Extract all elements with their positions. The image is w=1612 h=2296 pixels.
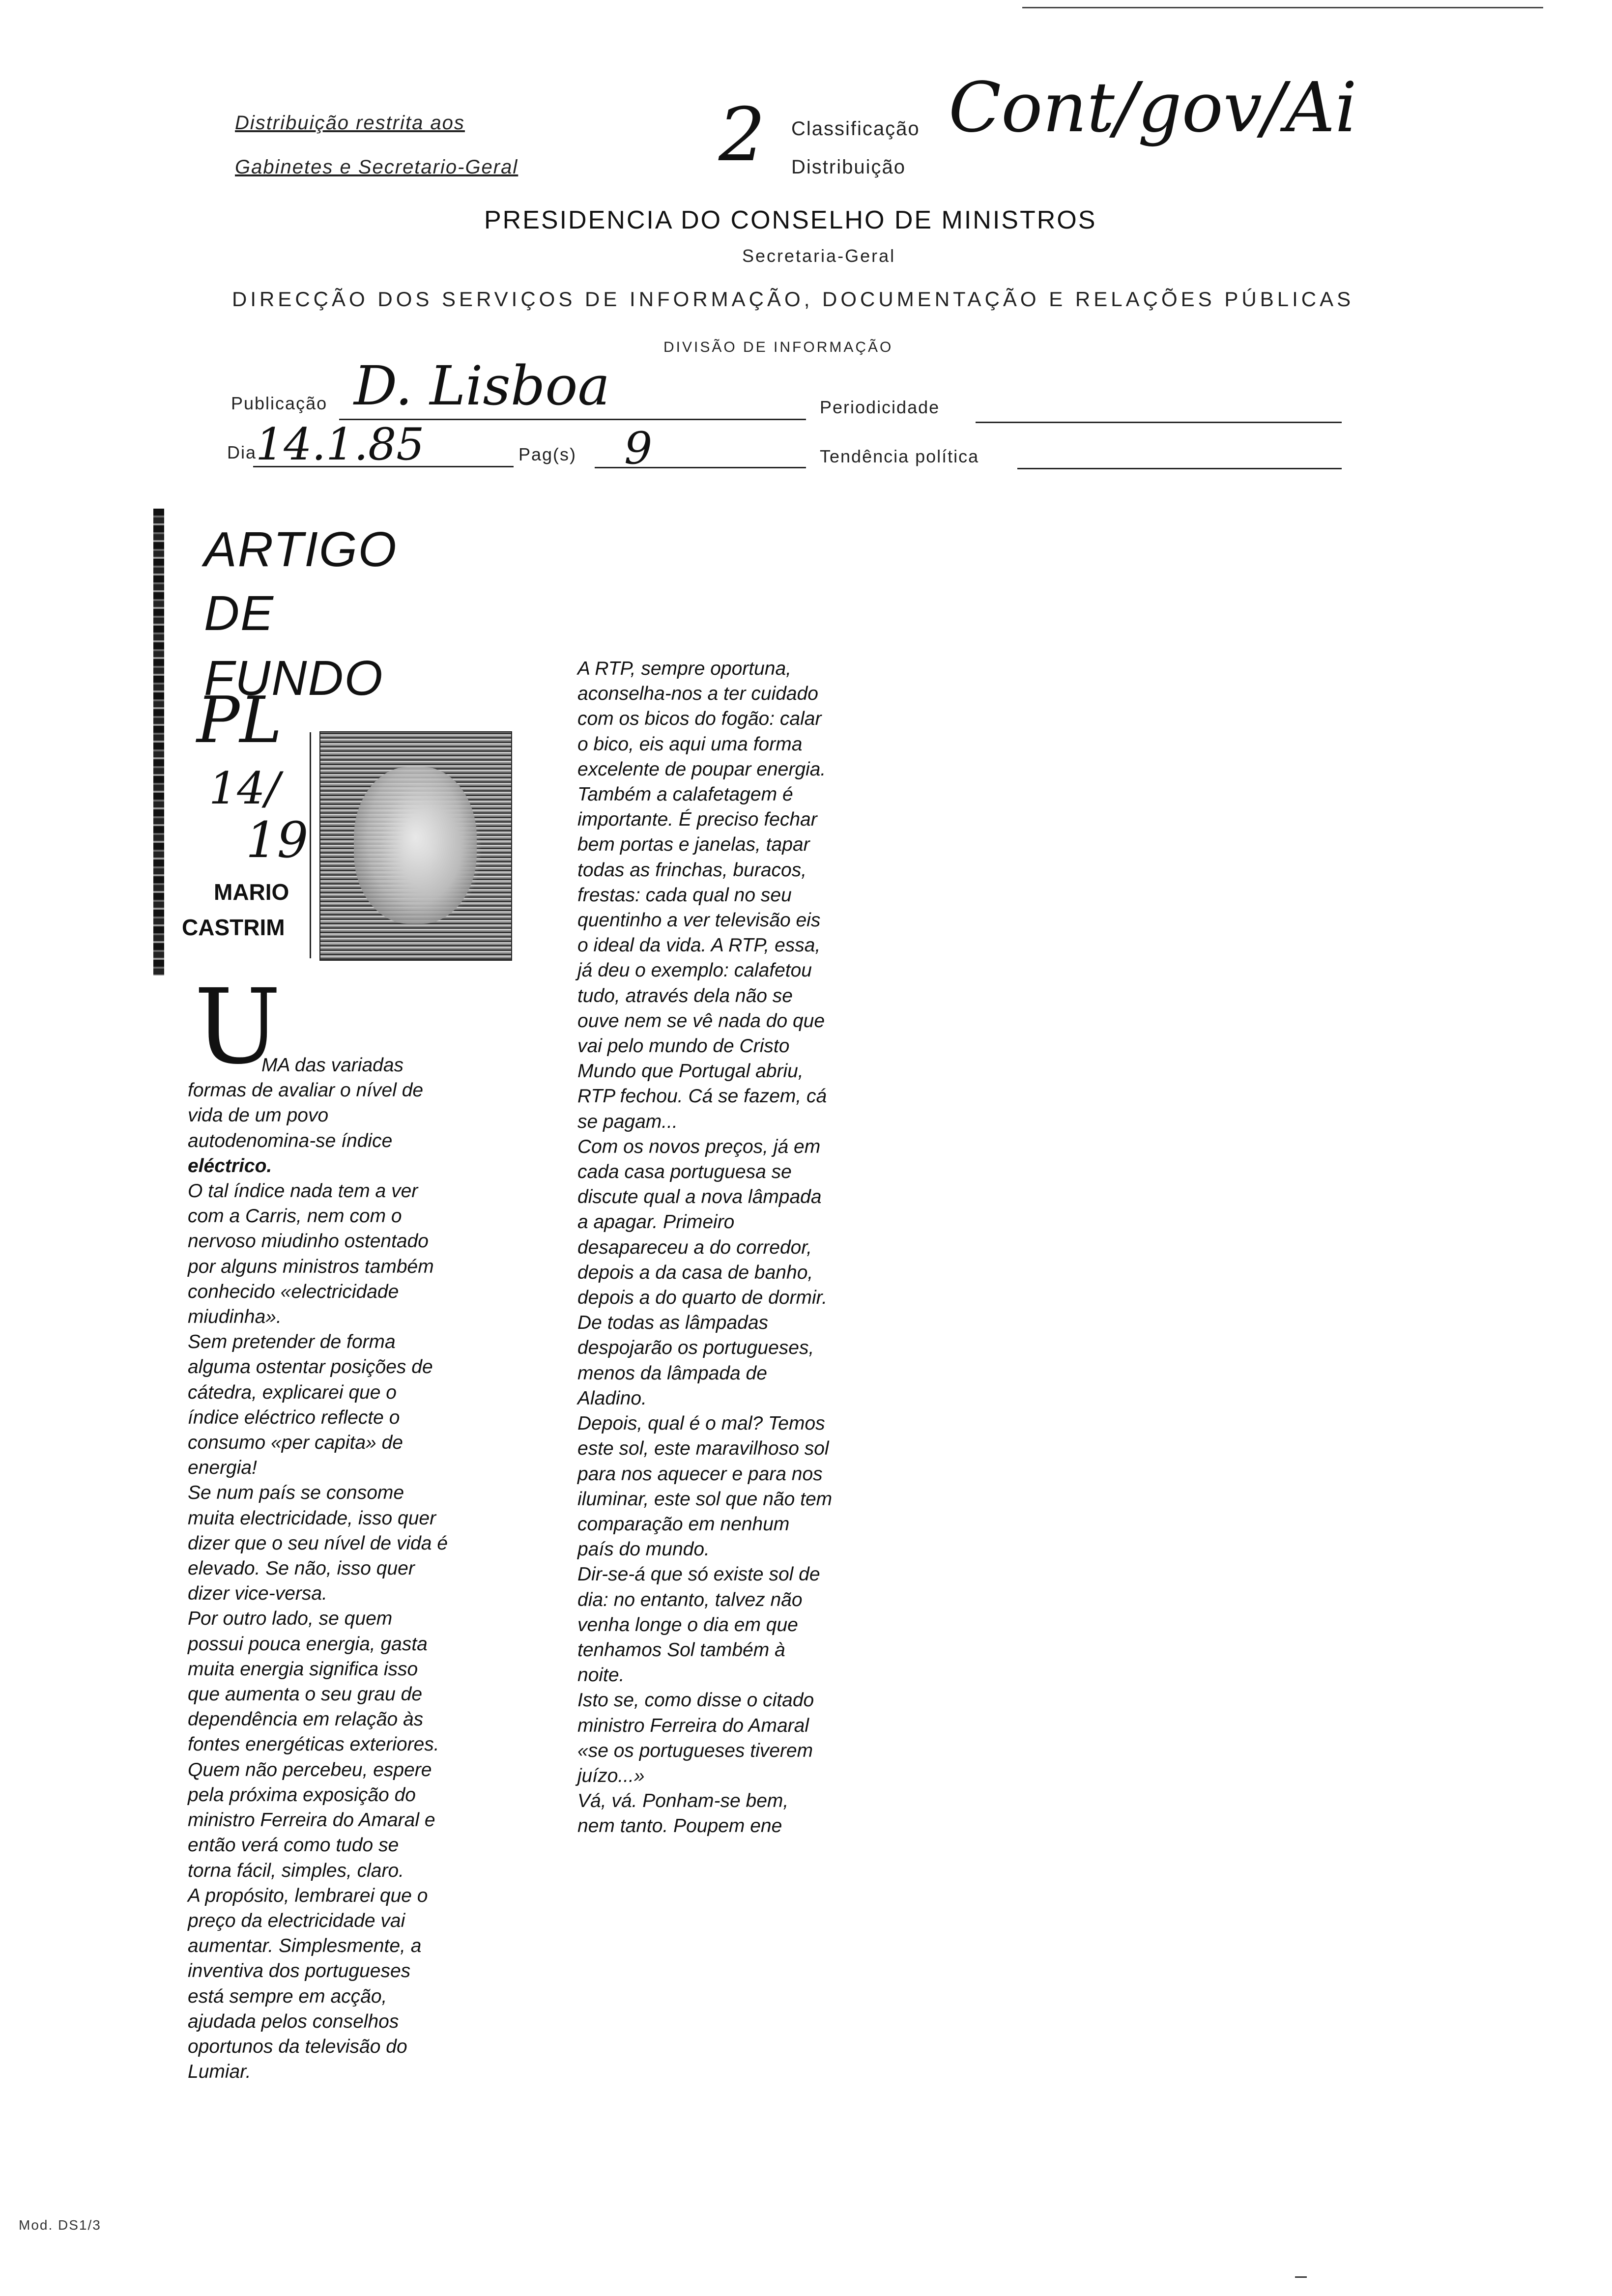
col1-line: O tal índice nada tem a ver — [188, 1180, 418, 1202]
col2-line: Isto se, como disse o citado — [577, 1690, 814, 1711]
col2-line: Também a calafetagem é — [577, 784, 793, 805]
col2-line: todas as frinchas, buracos, — [577, 859, 807, 881]
col1-line: Por outro lado, se quem — [188, 1608, 393, 1630]
distribution-label: Distribuição — [791, 156, 906, 178]
form-code: Mod. DS1/3 — [19, 2217, 101, 2233]
classification-label: Classificação — [791, 118, 920, 140]
col2-line: quentinho a ver televisão eis — [577, 910, 821, 931]
col2-line: Vá, vá. Ponham-se bem, — [577, 1790, 789, 1812]
pages-underline — [595, 467, 806, 468]
drop-cap: U — [194, 967, 281, 1087]
col1-line: ministro Ferreira do Amaral e — [188, 1809, 435, 1831]
col2-line: dia: no entanto, talvez não — [577, 1589, 803, 1610]
top-rule — [1022, 7, 1543, 8]
class-number-handwritten: 2 — [719, 92, 766, 178]
pages-label: Pag(s) — [518, 444, 577, 464]
col1-line: ajudada pelos conselhos — [188, 2010, 399, 2032]
col2-line: depois a da casa de banho, — [577, 1262, 813, 1283]
division: DIVISÃO DE INFORMAÇÃO — [663, 339, 893, 355]
col1-line: Sem pretender de forma — [188, 1331, 396, 1353]
col1-line: energia! — [188, 1457, 257, 1479]
section-title-line3: FUNDO — [204, 651, 384, 706]
publication-label: Publicação — [231, 393, 328, 413]
day-underline — [253, 466, 514, 467]
col2-line: tenhamos Sol também à — [577, 1639, 785, 1661]
col1-line: miudinha». — [188, 1306, 282, 1328]
col2-line: vai pelo mundo de Cristo — [577, 1035, 790, 1057]
periodicity-label: Periodicidade — [820, 397, 940, 417]
col1-line: está sempre em acção, — [188, 1985, 387, 2007]
col1-line: oportunos da televisão do — [188, 2036, 407, 2057]
col2-line: comparação em nenhum — [577, 1513, 790, 1535]
col2-line: excelente de poupar energia. — [577, 758, 826, 780]
day-label: Dia — [227, 442, 257, 462]
col1-line: autodenomina-se índice — [188, 1130, 393, 1151]
col2-line: país do mundo. — [577, 1539, 710, 1560]
col1-line: Lumiar. — [188, 2061, 251, 2083]
distribution-note-line1: Distribuição restrita aos — [235, 112, 465, 134]
col2-line: De todas as lâmpadas — [577, 1312, 769, 1334]
col1-line: MA das variadas — [261, 1055, 404, 1076]
col2-line: bem portas e janelas, tapar — [577, 834, 810, 856]
col1-line: preço da electricidade vai — [188, 1910, 405, 1931]
col2-line: este sol, este maravilhoso sol — [577, 1438, 829, 1460]
handwritten-ref-line3: 19 — [246, 811, 309, 869]
col1-line: com a Carris, nem com o — [188, 1205, 402, 1227]
col2-line: menos da lâmpada de — [577, 1362, 767, 1384]
col2-line: para nos aquecer e para nos — [577, 1463, 823, 1485]
col2-line: tudo, através dela não se — [577, 985, 793, 1006]
day-value: 14.1.85 — [256, 419, 425, 470]
col2-line: a apagar. Primeiro — [577, 1211, 735, 1233]
col2-line: depois a do quarto de dormir. — [577, 1287, 828, 1309]
col2-line: Mundo que Portugal abriu, — [577, 1061, 804, 1082]
col1-line: então verá como tudo se — [188, 1835, 399, 1856]
col1-line: nervoso miudinho ostentado — [188, 1231, 429, 1252]
col1-line: que aumenta o seu grau de — [188, 1684, 423, 1705]
corner-mark — [1295, 2276, 1307, 2278]
section-title-line2: DE — [204, 586, 274, 641]
col1-line: Se num país se consome — [188, 1482, 404, 1504]
author-first-name: MARIO — [214, 879, 289, 905]
article-column-2 — [577, 656, 921, 1839]
col1-line: torna fácil, simples, claro. — [188, 1860, 404, 1881]
col1-line: vida de um povo — [188, 1105, 329, 1126]
col1-line: fontes energéticas exteriores. — [188, 1734, 439, 1755]
col2-line: Dir-se-á que só existe sol de — [577, 1564, 820, 1585]
author-last-name: CASTRIM — [182, 915, 285, 940]
tendency-underline — [1017, 468, 1342, 469]
directorate: DIRECÇÃO DOS SERVIÇOS DE INFORMAÇÃO, DOCUMENTAÇÃO E RELAÇÕES PÚBLICAS — [232, 287, 1354, 311]
col2-line: Aladino. — [577, 1387, 647, 1409]
col1-line: elevado. Se não, isso quer — [188, 1558, 415, 1579]
tendency-label: Tendência política — [820, 446, 979, 466]
distribution-note-line2: Gabinetes e Secretario-Geral — [235, 156, 518, 178]
col1-line: muita electricidade, isso quer — [188, 1507, 436, 1529]
col2-line: A RTP, sempre oportuna, — [577, 658, 792, 679]
col1-line: alguma ostentar posições de — [188, 1356, 433, 1378]
col1-line: eléctrico. — [188, 1155, 272, 1177]
periodicity-underline — [976, 422, 1342, 423]
col2-line: frestas: cada qual no seu — [577, 884, 792, 906]
col2-line: desapareceu a do corredor, — [577, 1236, 812, 1258]
col2-line: iluminar, este sol que não tem — [577, 1488, 833, 1510]
classification-handwritten: Cont/gov/Ai — [949, 68, 1357, 148]
pages-value: 9 — [624, 423, 653, 474]
section-title-line1: ARTIGO — [204, 522, 398, 577]
col1-line: inventiva dos portugueses — [188, 1960, 411, 1982]
col2-line: ouve nem se vê nada do que — [577, 1010, 825, 1032]
author-divider — [310, 732, 311, 958]
col1-line: índice eléctrico reflecte o — [188, 1406, 400, 1428]
col1-line: dizer vice-versa. — [188, 1583, 327, 1605]
col2-line: o bico, eis aqui uma forma — [577, 733, 803, 755]
col1-line: pela próxima exposição do — [188, 1784, 416, 1806]
col2-line: o ideal da vida. A RTP, essa, — [577, 935, 821, 956]
col2-line: noite. — [577, 1665, 625, 1686]
col1-line: Quem não percebeu, espere — [188, 1759, 432, 1780]
col1-line: por alguns ministros também — [188, 1256, 434, 1277]
handwritten-ref-line2: 14/ — [209, 763, 280, 814]
publication-value: D. Lisboa — [354, 354, 610, 417]
col1-line: A propósito, lembrarei que o — [188, 1885, 428, 1906]
col1-line: cátedra, explicarei que o — [188, 1381, 397, 1403]
col2-line: cada casa portuguesa se — [577, 1161, 792, 1183]
col2-line: Depois, qual é o mal? Temos — [577, 1413, 825, 1435]
col2-line: despojarão os portugueses, — [577, 1337, 814, 1359]
col1-line: consumo «per capita» de — [188, 1432, 403, 1454]
col2-line: nem tanto. Poupem ene — [577, 1815, 782, 1837]
col2-line: RTP fechou. Cá se fazem, cá — [577, 1086, 827, 1107]
col1-line: muita energia significa isso — [188, 1658, 418, 1680]
secretariat: Secretaria-Geral — [742, 246, 896, 266]
col1-line: formas de avaliar o nível de — [188, 1080, 424, 1101]
author-photo-face — [354, 767, 477, 924]
col2-line: aconselha-nos a ter cuidado — [577, 683, 818, 705]
col1-line: conhecido «electricidade — [188, 1281, 399, 1302]
section-bar — [153, 509, 164, 976]
col1-line: dizer que o seu nível de vida é — [188, 1532, 448, 1554]
col2-line: se pagam... — [577, 1111, 678, 1132]
col2-line: juízo...» — [577, 1765, 645, 1786]
col2-line: Com os novos preços, já em — [577, 1136, 821, 1157]
col1-line: possui pouca energia, gasta — [188, 1633, 428, 1655]
col2-line: com os bicos do fogão: calar — [577, 708, 822, 730]
col2-line: importante. É preciso fechar — [577, 809, 817, 831]
col1-line: aumentar. Simplesmente, a — [188, 1935, 422, 1957]
col2-line: ministro Ferreira do Amaral — [577, 1715, 809, 1736]
col2-line: já deu o exemplo: calafetou — [577, 960, 812, 981]
institution-title: PRESIDENCIA DO CONSELHO DE MINISTROS — [484, 206, 1097, 234]
col2-line: discute qual a nova lâmpada — [577, 1186, 822, 1208]
article-column-1 — [188, 1053, 502, 2084]
col2-line: venha longe o dia em que — [577, 1614, 798, 1636]
col1-line: dependência em relação às — [188, 1709, 424, 1730]
handwritten-ref-line1: PL — [197, 683, 282, 757]
col2-line: «se os portugueses tiverem — [577, 1740, 813, 1761]
